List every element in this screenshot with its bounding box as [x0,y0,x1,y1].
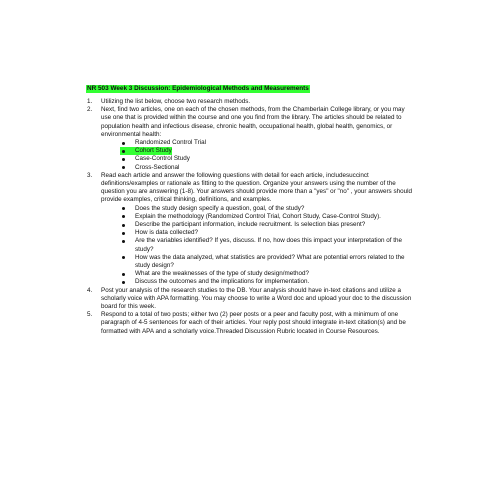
bullet-text [135,164,416,172]
item-text: Post your analysis of the research studies to the DB. Your analysis should have in-text citations and utilize a scholarly voice with APA formatting. You may choose to write a Word doc and upload your doc to the discussion board for this week. [101,286,412,311]
bullet-item [101,155,416,163]
bullet-item [101,221,416,229]
item-number: 3. [87,171,93,179]
bullet-item [101,254,416,270]
bullet-item [101,164,416,172]
document-page [86,85,416,336]
item-text: Respond to a total of two posts; either two (2) peer posts or a peer and faculty post, with a minimum of one paragraph of 4-5 sentences for each of their articles. Your reply post should integrate in-text citation(s) and be formatted with APA and a scholarly voice.Threaded Discussion Rubric located in Course Resources. [101,311,406,335]
bullet-icon [122,158,125,161]
numbered-item [86,98,416,106]
bullet-icon [122,142,125,145]
bullet-icon [122,207,125,210]
bullet-text [135,139,416,147]
bullet-item [101,139,416,147]
bullet-label: How is data collected? [135,229,199,237]
item-number: 2. [87,106,93,114]
item-number: 5. [87,311,93,319]
bullet-label: What are the weaknesses of the type of study design/method? [135,270,309,278]
bullet-list [101,139,416,172]
numbered-item [86,311,416,336]
bullet-item [101,229,416,237]
bullet-text [135,213,416,221]
item-text: Utilizing the list below, choose two research methods. [101,98,251,105]
bullet-item [101,147,416,155]
bullet-icon [122,256,125,259]
bullet-label: Case-Control Study [135,155,190,163]
bullet-item [101,213,416,221]
bullet-text [135,254,416,270]
bullet-label: Describe the participant information, include recruitment. Is selection bias present? [135,221,366,229]
numbered-list [86,98,416,336]
item-text: Read each article and answer the following questions with detail for each article, includesuccinct definitions/examples or rationale as fitting to the question. Organize your answers using the number of the question you are answering (1-8). Your answers should provide more than a "yes" or "no" , your answers should provide examples, critical thinking, definitions, and examples. [101,171,413,204]
item-text: Next, find two articles, one on each of the chosen methods, from the Chamberlain College library, or you may use one that is provided within the course and one you find from the library. The articles should be related to population health and infectious disease, chronic health, occupational health, global health, genomics, or environmental health: [101,106,405,138]
bullet-item [101,237,416,253]
bullet-list [101,205,416,287]
bullet-text [135,278,416,286]
bullet-icon [122,273,125,276]
bullet-label: Does the study design specify a question, goal, of the study? [135,204,305,212]
bullet-icon [122,240,125,243]
bullet-text [135,155,416,163]
bullet-icon [122,166,125,169]
bullet-icon [122,215,125,218]
bullet-label: Explain the methodology (Randomized Control Trial, Cohort Study, Case-Control Study). [135,212,381,220]
bullet-label: Are the variables identified? If yes, discuss. If no, how does this impact your interpretation of the study? [135,237,403,253]
bullet-icon [122,224,125,227]
bullet-icon [122,232,125,235]
document-title: NR 503 Week 3 Discussion: Epidemiological Methods and Measurements [87,85,309,92]
highlighted-text: Cohort Study [135,147,172,155]
item-number: 4. [87,286,93,294]
bullet-label: Randomized Control Trial [135,139,207,147]
bullet-icon [122,150,125,153]
bullet-text [135,221,416,229]
numbered-item [86,106,416,172]
bullet-text [135,205,416,213]
bullet-text [135,270,416,278]
numbered-item [86,172,416,287]
bullet-item [101,270,416,278]
bullet-icon [122,281,125,284]
bullet-text [135,237,416,253]
bullet-item [101,205,416,213]
highlighted-bullet-text [135,147,416,155]
bullet-item [101,278,416,286]
item-number: 1. [87,98,93,105]
numbered-item [86,287,416,312]
bullet-label: Cross-Sectional [135,163,180,171]
bullet-text [135,229,416,237]
bullet-label: How was the data analyzed, what statistics are provided? What are potential errors related to the study design? [135,253,405,270]
bullet-label: Discuss the outcomes and the implications for implementation. [135,278,310,286]
